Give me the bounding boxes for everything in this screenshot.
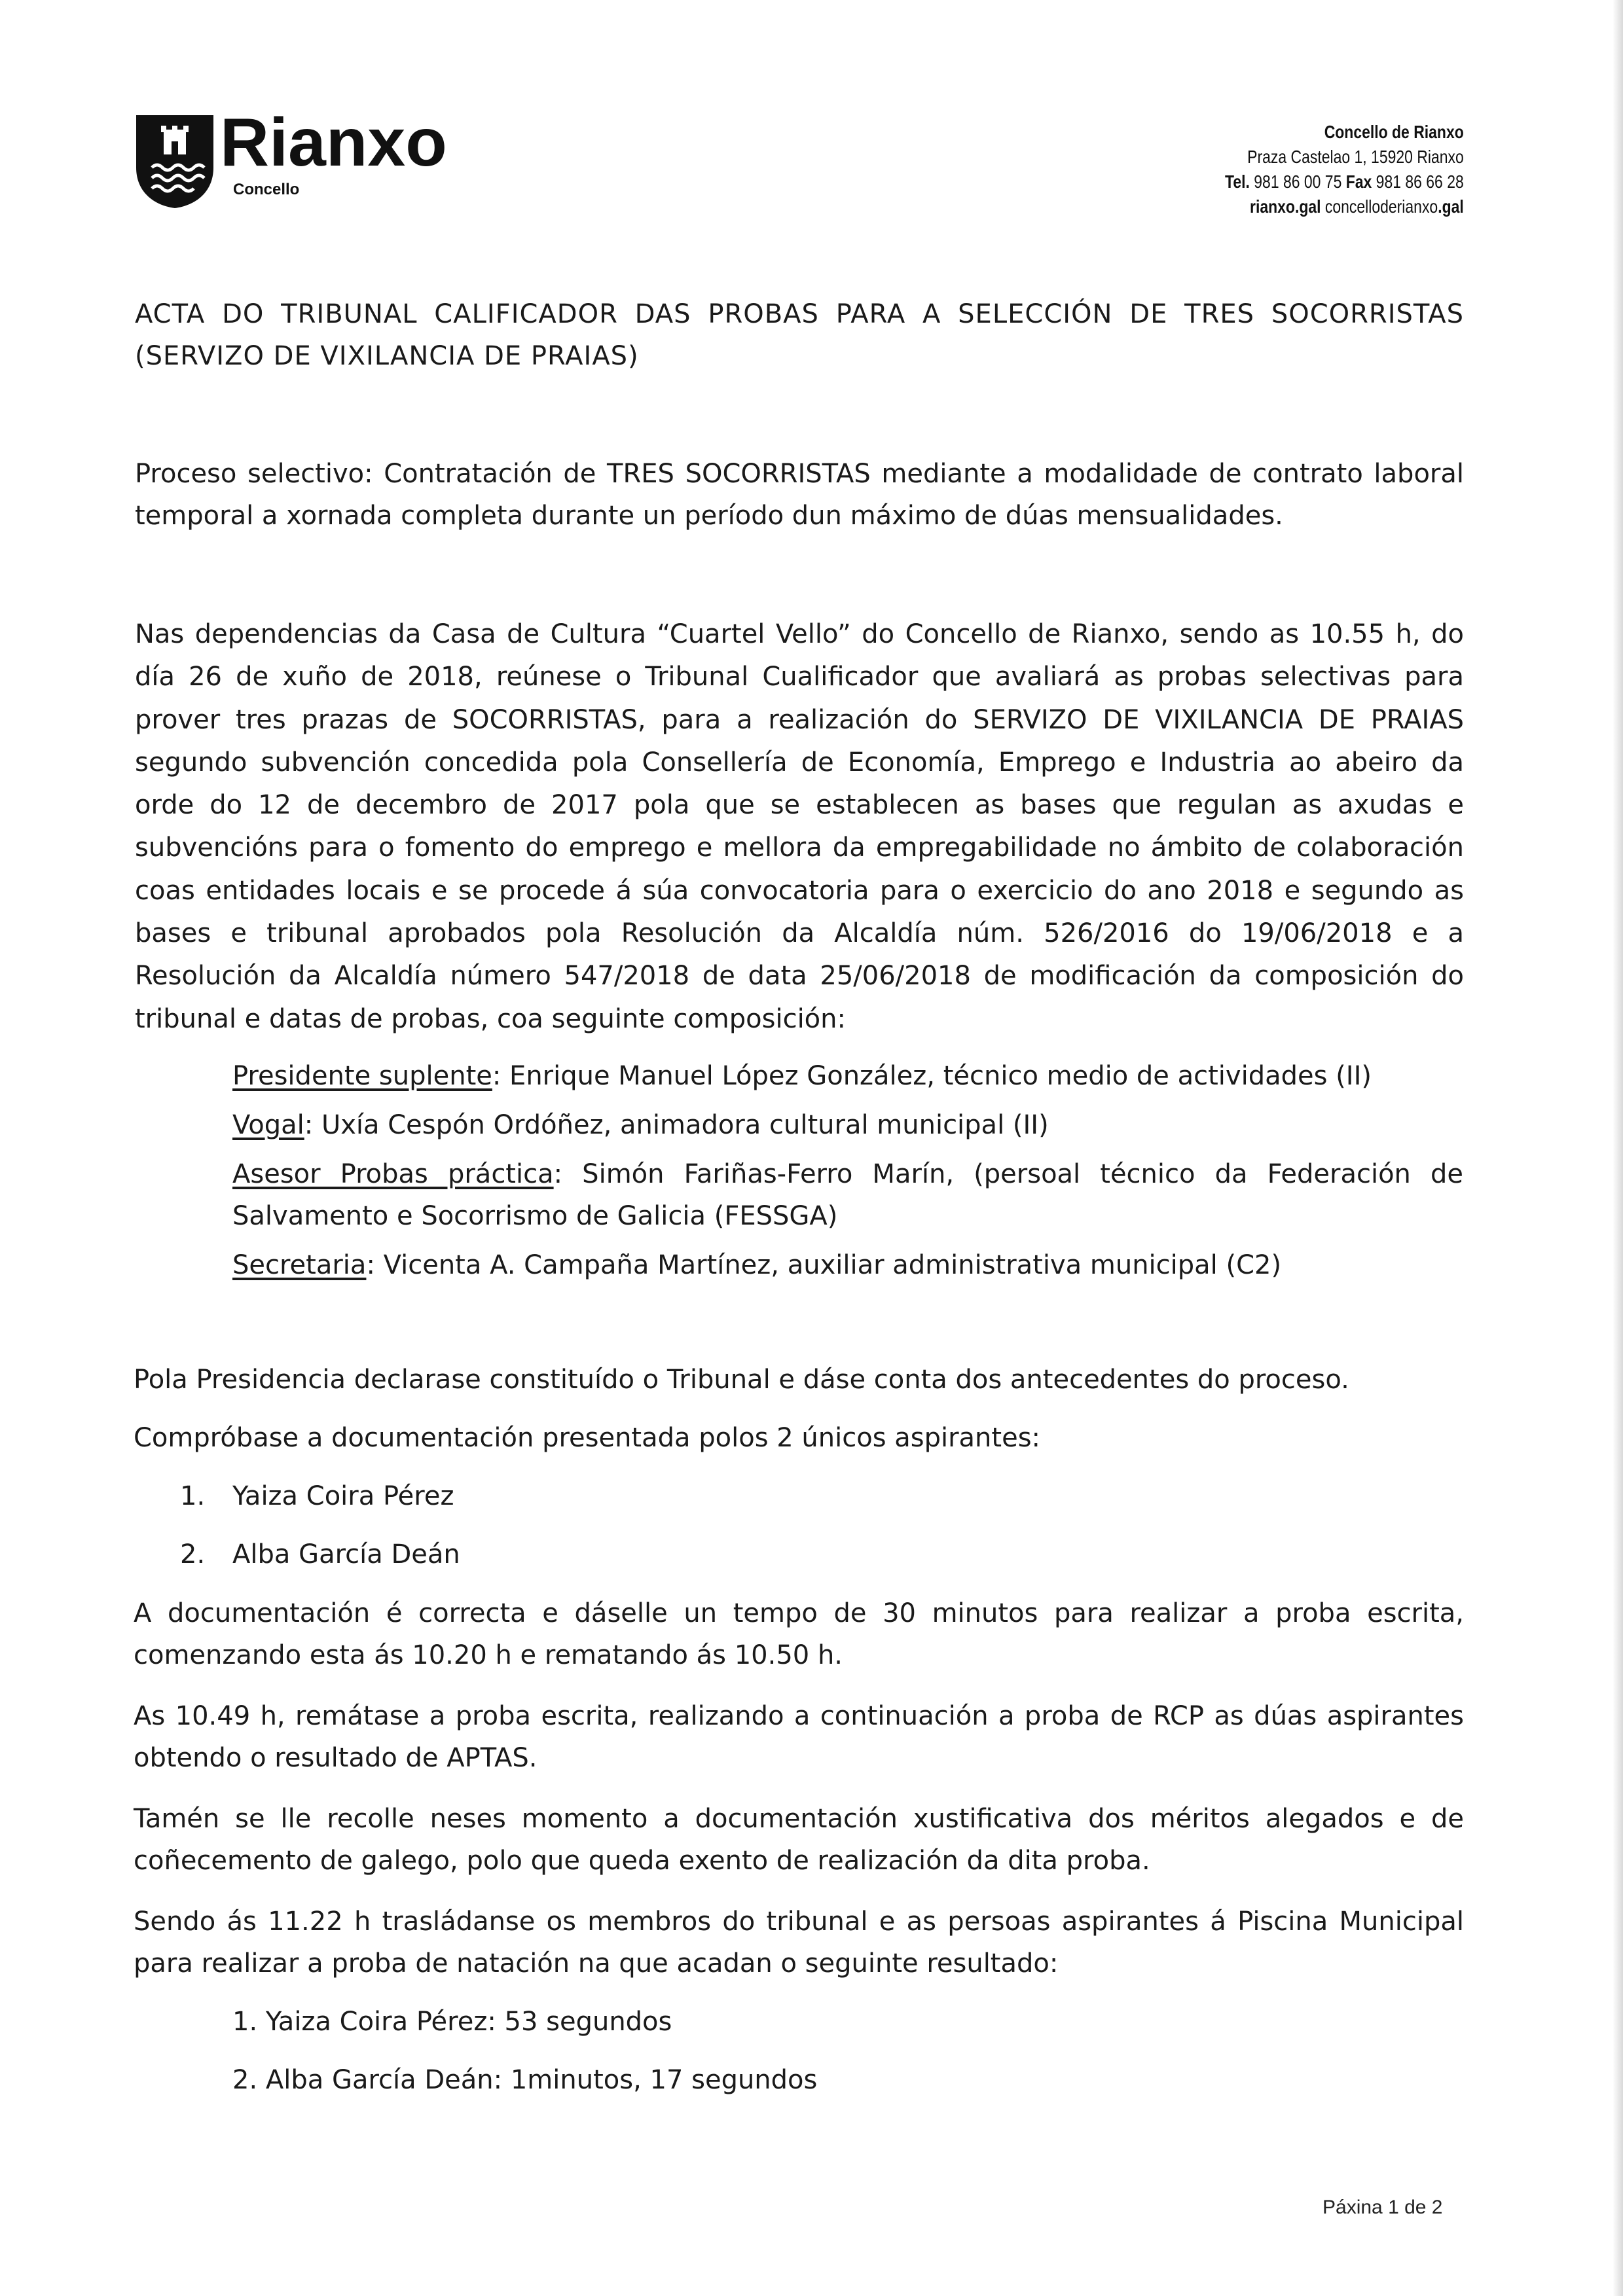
merits-paragraph: Tamén se lle recolle neses momento a documentación xustificativa dos méritos alegados e de coñecemento de galego, polo que queda exento de realización da dita proba.	[134, 1804, 1464, 1876]
website-link[interactable]: rianxo.gal	[1250, 196, 1321, 217]
applicant-list-item: 1. Yaiza Coira Pérez	[180, 1481, 454, 1511]
logo-name: Rianxo	[220, 105, 447, 181]
result-list-item: 2. Alba García Deán: 1minutos, 17 segundos	[232, 2065, 818, 2095]
rianxo-logo	[136, 105, 503, 213]
result-list-item: 1. Yaiza Coira Pérez: 53 segundos	[232, 2007, 672, 2037]
scan-edge-shadow	[1613, 0, 1623, 2296]
applicant-list-item: 2. Alba García Deán	[180, 1539, 460, 1570]
tribunal-member: Vogal: Uxía Cespón Ordóñez, animadora cultural municipal (II)	[232, 1110, 1049, 1140]
pool-paragraph: Sendo ás 11.22 h trasládanse os membros do tribunal e as persoas aspirantes á Piscina Municipal para realizar a proba de natación na que acadan o seguinte resultado:	[134, 1907, 1464, 1979]
tel-number: 981 86 00 75	[1254, 171, 1342, 192]
shield-icon	[136, 115, 213, 208]
fax-label: Fax	[1345, 171, 1372, 192]
contact-block	[1225, 120, 1464, 219]
constituted-paragraph: Pola Presidencia declarase constituído o Tribunal e dáse conta dos antecedentes do proceso.	[134, 1365, 1349, 1395]
logo-subtitle: Concello	[233, 181, 300, 198]
written-test-paragraph: A documentación é correcta e dáselle un tempo de 30 minutos para realizar a proba escrita, comenzando esta ás 10.20 h e rematando ás 10.50 h.	[134, 1598, 1464, 1670]
tribunal-member: Asesor Probas práctica: Simón Fariñas-Ferro Marín, (persoal técnico da Federación de Salvamento e Socorrismo de Galicia (FESSGA)	[232, 1159, 1463, 1231]
documentation-paragraph: Compróbase a documentación presentada polos 2 únicos aspirantes:	[134, 1423, 1041, 1453]
contact-address: Praza Castelao 1, 15920 Rianxo	[1247, 147, 1464, 167]
tribunal-list	[232, 1055, 1463, 1293]
tribunal-member: Presidente suplente: Enrique Manuel López González, técnico medio de actividades (II)	[232, 1061, 1372, 1091]
website-link-2[interactable]: concelloderianxo.gal	[1325, 196, 1464, 217]
page-number: Páxina 1 de 2	[1322, 2197, 1443, 2218]
fax-number: 981 86 66 28	[1376, 171, 1464, 192]
tel-label: Tel.	[1225, 171, 1250, 192]
contact-org: Concello de Rianxo	[1324, 122, 1464, 142]
intro-paragraph: Nas dependencias da Casa de Cultura “Cuartel Vello” do Concello de Rianxo, sendo as 10.55 h, do día 26 de xuño de 2018, reúnese o Tribunal Cualificador que avaliará as probas selectivas para prover tres prazas de SOCORRISTAS, para a realización do SERVIZO DE VIXILANCIA DE PRAIAS segundo subvención concedida pola Consellería de Economía, Emprego e Industria ao abeiro da orde do 12 de decembro de 2017 pola que se establecen as bases que regulan as axudas e subvencións para o fomento do emprego e mellora da empregabilidade no ámbito de colaboración coas entidades locais e se procede á súa convocatoria para o exercicio do ano 2018 e segundo as bases e tribunal aprobados pola Resolución da Alcaldía núm. 526/2016 do 19/06/2018 e a Resolución da Alcaldía número 547/2018 de data 25/06/2018 de modificación da composición do tribunal e datas de probas, coa seguinte composición:	[135, 619, 1464, 1034]
process-paragraph: Proceso selectivo: Contratación de TRES SOCORRISTAS mediante a modalidade de contrato laboral temporal a xornada completa durante un período dun máximo de dúas mensualidades.	[135, 459, 1464, 531]
tribunal-member: Secretaria: Vicenta A. Campaña Martínez, auxiliar administrativa municipal (C2)	[232, 1250, 1282, 1280]
rcp-paragraph: As 10.49 h, remátase a proba escrita, realizando a continuación a proba de RCP as dúas aspirantes obtendo o resultado de APTAS.	[134, 1701, 1464, 1773]
document-title: ACTA DO TRIBUNAL CALIFICADOR DAS PROBAS PARA A SELECCIÓN DE TRES SOCORRISTAS (SERVIZO DE VIXILANCIA DE PRAIAS)	[135, 299, 1464, 371]
